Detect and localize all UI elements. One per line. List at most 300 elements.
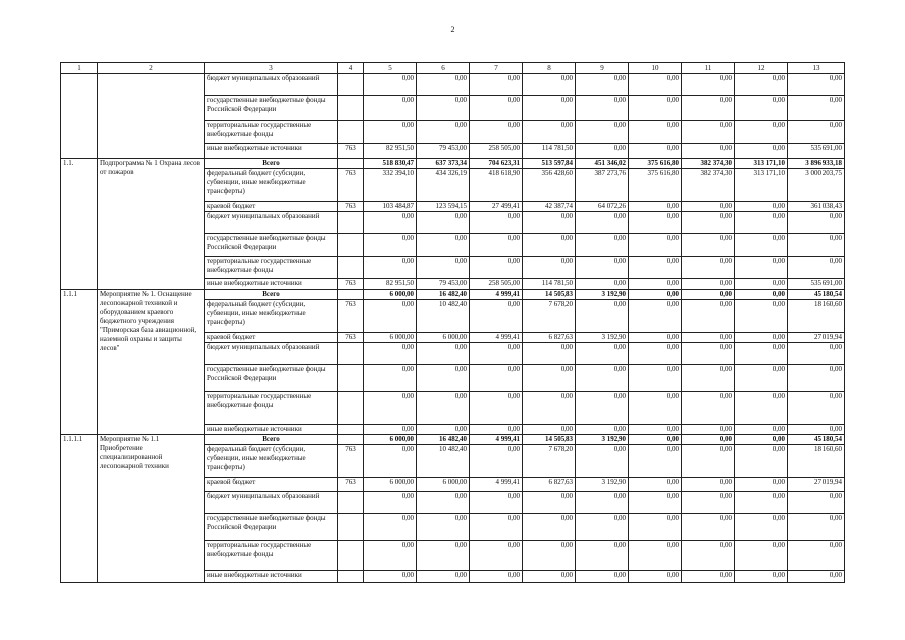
funding-source-cell: государственные внебюджетные фонды Российской Федерации [205, 234, 338, 257]
funding-source-cell: бюджет муниципальных образований [205, 212, 338, 234]
value-cell: 0,00 [470, 234, 523, 257]
value-cell: 0,00 [629, 202, 682, 212]
value-cell: 0,00 [364, 425, 417, 435]
value-cell: 0,00 [629, 435, 682, 445]
value-cell: 0,00 [735, 202, 788, 212]
value-cell: 0,00 [470, 300, 523, 333]
value-cell: 114 781,50 [523, 144, 576, 159]
value-cell: 0,00 [682, 257, 735, 279]
funding-source-cell: бюджет муниципальных образований [205, 492, 338, 514]
value-cell: 16 482,40 [417, 290, 470, 300]
value-cell: 356 428,60 [523, 169, 576, 202]
value-cell: 0,00 [735, 96, 788, 121]
value-cell: 0,00 [417, 96, 470, 121]
value-cell: 0,00 [470, 96, 523, 121]
value-cell: 0,00 [735, 343, 788, 365]
value-cell: 0,00 [470, 492, 523, 514]
value-cell: 0,00 [417, 425, 470, 435]
value-cell: 0,00 [417, 74, 470, 96]
value-cell: 361 038,43 [788, 202, 845, 212]
kbk-cell [338, 541, 364, 571]
value-cell: 6 827,63 [523, 478, 576, 492]
kbk-cell [338, 492, 364, 514]
value-cell: 0,00 [523, 571, 576, 583]
header-cell: 7 [470, 63, 523, 74]
kbk-cell: 763 [338, 202, 364, 212]
value-cell: 0,00 [364, 343, 417, 365]
value-cell: 14 505,83 [523, 435, 576, 445]
value-cell: 27 019,94 [788, 333, 845, 343]
table-row [61, 290, 845, 300]
value-cell: 0,00 [735, 445, 788, 478]
value-cell: 518 830,47 [364, 159, 417, 169]
value-cell: 0,00 [735, 365, 788, 392]
kbk-cell [338, 435, 364, 445]
value-cell: 0,00 [576, 96, 629, 121]
kbk-cell [338, 290, 364, 300]
value-cell: 0,00 [470, 212, 523, 234]
value-cell: 3 000 203,75 [788, 169, 845, 202]
value-cell: 0,00 [523, 514, 576, 541]
value-cell: 0,00 [629, 300, 682, 333]
kbk-cell [338, 365, 364, 392]
value-cell: 0,00 [629, 257, 682, 279]
value-cell: 0,00 [735, 144, 788, 159]
value-cell: 0,00 [576, 343, 629, 365]
value-cell: 258 505,00 [470, 279, 523, 290]
value-cell: 0,00 [629, 541, 682, 571]
header-cell: 6 [417, 63, 470, 74]
value-cell: 0,00 [364, 234, 417, 257]
value-cell: 6 000,00 [364, 290, 417, 300]
kbk-cell [338, 571, 364, 583]
funding-source-cell: федеральный бюджет (субсидии, субвенции, иные межбюджетные трансферты) [205, 300, 338, 333]
value-cell: 0,00 [523, 541, 576, 571]
value-cell: 3 896 933,18 [788, 159, 845, 169]
program-name-cell [98, 74, 205, 159]
value-cell: 0,00 [417, 121, 470, 144]
value-cell: 3 192,90 [576, 333, 629, 343]
kbk-cell: 763 [338, 279, 364, 290]
row-code-cell: 1.1.1 [61, 290, 98, 435]
value-cell: 16 482,40 [417, 435, 470, 445]
value-cell: 637 373,34 [417, 159, 470, 169]
kbk-cell [338, 425, 364, 435]
value-cell: 14 505,83 [523, 290, 576, 300]
value-cell: 0,00 [682, 202, 735, 212]
value-cell: 82 951,50 [364, 279, 417, 290]
value-cell: 0,00 [523, 212, 576, 234]
value-cell: 3 192,90 [576, 290, 629, 300]
funding-source-cell: государственные внебюджетные фонды Российской Федерации [205, 96, 338, 121]
value-cell: 0,00 [735, 234, 788, 257]
kbk-cell: 763 [338, 445, 364, 478]
funding-source-cell: краевой бюджет [205, 202, 338, 212]
value-cell: 0,00 [364, 514, 417, 541]
value-cell: 0,00 [788, 257, 845, 279]
value-cell: 0,00 [417, 365, 470, 392]
kbk-cell [338, 343, 364, 365]
value-cell: 0,00 [364, 121, 417, 144]
value-cell: 6 000,00 [417, 333, 470, 343]
value-cell: 0,00 [523, 365, 576, 392]
value-cell: 0,00 [629, 478, 682, 492]
value-cell: 0,00 [682, 365, 735, 392]
value-cell: 0,00 [576, 392, 629, 425]
value-cell: 6 000,00 [364, 478, 417, 492]
header-cell: 10 [629, 63, 682, 74]
value-cell: 0,00 [417, 541, 470, 571]
row-code-cell [61, 74, 98, 159]
value-cell: 18 160,60 [788, 445, 845, 478]
value-cell: 387 273,76 [576, 169, 629, 202]
value-cell: 0,00 [523, 121, 576, 144]
value-cell: 79 453,00 [417, 144, 470, 159]
header-cell: 4 [338, 63, 364, 74]
value-cell: 0,00 [364, 96, 417, 121]
value-cell: 4 999,41 [470, 290, 523, 300]
value-cell: 0,00 [682, 290, 735, 300]
value-cell: 0,00 [417, 257, 470, 279]
header-cell: 12 [735, 63, 788, 74]
value-cell: 0,00 [788, 492, 845, 514]
value-cell: 0,00 [735, 492, 788, 514]
kbk-cell [338, 257, 364, 279]
value-cell: 375 616,80 [629, 159, 682, 169]
value-cell: 0,00 [470, 425, 523, 435]
value-cell: 0,00 [735, 514, 788, 541]
value-cell: 0,00 [629, 571, 682, 583]
header-cell: 5 [364, 63, 417, 74]
value-cell: 0,00 [735, 74, 788, 96]
program-name-cell: Мероприятие № 1. Оснащение лесопожарной техникой и оборудованием краевого бюджетного учреждения "Приморская база авиационной, наземной охраны и защиты лесов" [98, 290, 205, 435]
value-cell: 103 484,87 [364, 202, 417, 212]
value-cell: 0,00 [629, 425, 682, 435]
value-cell: 0,00 [629, 144, 682, 159]
value-cell: 0,00 [682, 343, 735, 365]
value-cell: 535 691,00 [788, 279, 845, 290]
kbk-cell [338, 121, 364, 144]
funding-source-cell: бюджет муниципальных образований [205, 74, 338, 96]
value-cell: 0,00 [735, 333, 788, 343]
kbk-cell: 763 [338, 144, 364, 159]
value-cell: 0,00 [682, 212, 735, 234]
value-cell: 0,00 [735, 279, 788, 290]
value-cell: 0,00 [788, 121, 845, 144]
value-cell: 0,00 [682, 445, 735, 478]
header-cell: 11 [682, 63, 735, 74]
value-cell: 0,00 [788, 392, 845, 425]
value-cell: 0,00 [682, 74, 735, 96]
value-cell: 0,00 [417, 392, 470, 425]
value-cell: 0,00 [788, 74, 845, 96]
value-cell: 0,00 [576, 514, 629, 541]
value-cell: 0,00 [788, 234, 845, 257]
value-cell: 0,00 [417, 212, 470, 234]
header-cell: 2 [98, 63, 205, 74]
value-cell: 79 453,00 [417, 279, 470, 290]
value-cell: 0,00 [788, 514, 845, 541]
program-name-cell: Подпрограмма № 1 Охрана лесов от пожаров [98, 159, 205, 290]
value-cell: 0,00 [788, 571, 845, 583]
value-cell: 0,00 [523, 492, 576, 514]
value-cell: 418 618,90 [470, 169, 523, 202]
value-cell: 0,00 [417, 571, 470, 583]
value-cell: 45 180,54 [788, 290, 845, 300]
table-row [61, 435, 845, 445]
funding-source-cell: Всего [205, 159, 338, 169]
funding-source-cell: иные внебюджетные источники [205, 279, 338, 290]
value-cell: 0,00 [788, 541, 845, 571]
value-cell: 0,00 [735, 121, 788, 144]
value-cell: 0,00 [576, 300, 629, 333]
value-cell: 0,00 [470, 392, 523, 425]
value-cell: 4 999,41 [470, 435, 523, 445]
funding-source-cell: территориальные государственные внебюджетные фонды [205, 392, 338, 425]
value-cell: 0,00 [417, 343, 470, 365]
value-cell: 6 000,00 [417, 478, 470, 492]
value-cell: 0,00 [523, 234, 576, 257]
value-cell: 0,00 [417, 234, 470, 257]
table-body [61, 63, 845, 583]
value-cell: 0,00 [576, 541, 629, 571]
value-cell: 0,00 [629, 96, 682, 121]
value-cell: 0,00 [629, 290, 682, 300]
row-code-cell: 1.1.1.1 [61, 435, 98, 583]
value-cell: 0,00 [682, 144, 735, 159]
value-cell: 7 678,20 [523, 445, 576, 478]
value-cell: 0,00 [735, 392, 788, 425]
value-cell: 0,00 [682, 392, 735, 425]
value-cell: 82 951,50 [364, 144, 417, 159]
value-cell: 535 691,00 [788, 144, 845, 159]
value-cell: 3 192,90 [576, 435, 629, 445]
value-cell: 0,00 [576, 445, 629, 478]
value-cell: 0,00 [735, 290, 788, 300]
value-cell: 0,00 [470, 445, 523, 478]
header-row [61, 63, 845, 74]
value-cell: 0,00 [470, 541, 523, 571]
value-cell: 6 827,63 [523, 333, 576, 343]
header-cell: 1 [61, 63, 98, 74]
value-cell: 0,00 [682, 571, 735, 583]
value-cell: 0,00 [682, 96, 735, 121]
value-cell: 0,00 [629, 343, 682, 365]
value-cell: 332 394,10 [364, 169, 417, 202]
funding-source-cell: краевой бюджет [205, 333, 338, 343]
value-cell: 0,00 [682, 541, 735, 571]
value-cell: 0,00 [682, 234, 735, 257]
funding-source-cell: федеральный бюджет (субсидии, субвенции, иные межбюджетные трансферты) [205, 445, 338, 478]
value-cell: 0,00 [629, 279, 682, 290]
value-cell: 0,00 [417, 514, 470, 541]
program-name-cell: Мероприятие № 1.1 Приобретение специализированной лесопожарной техники [98, 435, 205, 583]
value-cell: 0,00 [364, 541, 417, 571]
kbk-cell: 763 [338, 300, 364, 333]
value-cell: 0,00 [629, 365, 682, 392]
value-cell: 10 482,40 [417, 445, 470, 478]
value-cell: 0,00 [682, 425, 735, 435]
value-cell: 0,00 [629, 492, 682, 514]
value-cell: 0,00 [364, 257, 417, 279]
funding-source-cell: федеральный бюджет (субсидии, субвенции, иные межбюджетные трансферты) [205, 169, 338, 202]
funding-source-cell: государственные внебюджетные фонды Российской Федерации [205, 365, 338, 392]
funding-source-cell: Всего [205, 435, 338, 445]
value-cell: 3 192,90 [576, 478, 629, 492]
value-cell: 0,00 [682, 514, 735, 541]
value-cell: 0,00 [576, 212, 629, 234]
row-code-cell: 1.1. [61, 159, 98, 290]
value-cell: 0,00 [576, 121, 629, 144]
funding-source-cell: бюджет муниципальных образований [205, 343, 338, 365]
kbk-cell: 763 [338, 333, 364, 343]
value-cell: 6 000,00 [364, 333, 417, 343]
funding-table [60, 62, 845, 583]
value-cell: 0,00 [735, 212, 788, 234]
header-cell: 13 [788, 63, 845, 74]
value-cell: 27 019,94 [788, 478, 845, 492]
value-cell: 0,00 [523, 257, 576, 279]
kbk-cell [338, 96, 364, 121]
value-cell: 0,00 [629, 121, 682, 144]
value-cell: 114 781,50 [523, 279, 576, 290]
value-cell: 0,00 [788, 96, 845, 121]
value-cell: 0,00 [735, 541, 788, 571]
value-cell: 0,00 [682, 478, 735, 492]
value-cell: 0,00 [629, 74, 682, 96]
value-cell: 0,00 [470, 121, 523, 144]
value-cell: 0,00 [364, 445, 417, 478]
value-cell: 0,00 [682, 279, 735, 290]
value-cell: 0,00 [364, 392, 417, 425]
value-cell: 0,00 [523, 74, 576, 96]
value-cell: 0,00 [629, 445, 682, 478]
value-cell: 0,00 [470, 74, 523, 96]
funding-source-cell: государственные внебюджетные фонды Российской Федерации [205, 514, 338, 541]
value-cell: 7 678,20 [523, 300, 576, 333]
value-cell: 0,00 [364, 365, 417, 392]
funding-source-cell: краевой бюджет [205, 478, 338, 492]
value-cell: 0,00 [735, 425, 788, 435]
value-cell: 10 482,40 [417, 300, 470, 333]
value-cell: 0,00 [523, 392, 576, 425]
value-cell: 382 374,30 [682, 159, 735, 169]
kbk-cell [338, 392, 364, 425]
value-cell: 0,00 [470, 343, 523, 365]
value-cell: 0,00 [364, 492, 417, 514]
value-cell: 6 000,00 [364, 435, 417, 445]
value-cell: 0,00 [523, 343, 576, 365]
value-cell: 42 387,74 [523, 202, 576, 212]
value-cell: 434 326,19 [417, 169, 470, 202]
value-cell: 0,00 [576, 492, 629, 514]
value-cell: 0,00 [682, 435, 735, 445]
value-cell: 0,00 [576, 74, 629, 96]
value-cell: 0,00 [576, 257, 629, 279]
value-cell: 0,00 [576, 144, 629, 159]
value-cell: 0,00 [682, 333, 735, 343]
funding-source-cell: иные внебюджетные источники [205, 571, 338, 583]
value-cell: 0,00 [576, 571, 629, 583]
value-cell: 18 160,60 [788, 300, 845, 333]
value-cell: 0,00 [364, 212, 417, 234]
value-cell: 0,00 [629, 333, 682, 343]
funding-source-cell: территориальные государственные внебюджетные фонды [205, 541, 338, 571]
value-cell: 258 505,00 [470, 144, 523, 159]
header-cell: 8 [523, 63, 576, 74]
value-cell: 375 616,80 [629, 169, 682, 202]
funding-source-cell: иные внебюджетные источники [205, 425, 338, 435]
value-cell: 0,00 [523, 425, 576, 435]
value-cell: 0,00 [788, 212, 845, 234]
value-cell: 0,00 [576, 234, 629, 257]
value-cell: 0,00 [788, 365, 845, 392]
value-cell: 0,00 [364, 300, 417, 333]
value-cell: 0,00 [735, 257, 788, 279]
value-cell: 382 374,30 [682, 169, 735, 202]
value-cell: 0,00 [629, 514, 682, 541]
kbk-cell [338, 159, 364, 169]
value-cell: 0,00 [576, 365, 629, 392]
value-cell: 0,00 [682, 121, 735, 144]
value-cell: 0,00 [417, 492, 470, 514]
funding-source-cell: территориальные государственные внебюджетные фонды [205, 121, 338, 144]
value-cell: 0,00 [470, 257, 523, 279]
value-cell: 0,00 [735, 571, 788, 583]
value-cell: 0,00 [364, 571, 417, 583]
value-cell: 704 623,31 [470, 159, 523, 169]
value-cell: 0,00 [788, 343, 845, 365]
value-cell: 0,00 [735, 300, 788, 333]
funding-source-cell: Всего [205, 290, 338, 300]
value-cell: 0,00 [788, 425, 845, 435]
value-cell: 513 597,84 [523, 159, 576, 169]
value-cell: 45 180,54 [788, 435, 845, 445]
value-cell: 0,00 [629, 392, 682, 425]
value-cell: 4 999,41 [470, 478, 523, 492]
value-cell: 0,00 [629, 212, 682, 234]
page-number: 2 [450, 25, 455, 34]
value-cell: 0,00 [735, 478, 788, 492]
funding-source-cell: иные внебюджетные источники [205, 144, 338, 159]
value-cell: 313 171,10 [735, 169, 788, 202]
value-cell: 4 999,41 [470, 333, 523, 343]
funding-source-cell: территориальные государственные внебюджетные фонды [205, 257, 338, 279]
value-cell: 0,00 [523, 96, 576, 121]
value-cell: 0,00 [682, 492, 735, 514]
value-cell: 27 499,41 [470, 202, 523, 212]
value-cell: 123 594,15 [417, 202, 470, 212]
value-cell: 0,00 [576, 425, 629, 435]
value-cell: 313 171,10 [735, 159, 788, 169]
value-cell: 0,00 [735, 435, 788, 445]
value-cell: 451 346,02 [576, 159, 629, 169]
kbk-cell [338, 212, 364, 234]
kbk-cell: 763 [338, 169, 364, 202]
header-cell: 3 [205, 63, 338, 74]
table-row [61, 159, 845, 169]
value-cell: 0,00 [682, 300, 735, 333]
value-cell: 0,00 [470, 365, 523, 392]
kbk-cell [338, 234, 364, 257]
header-cell: 9 [576, 63, 629, 74]
value-cell: 0,00 [470, 571, 523, 583]
table-row [61, 74, 845, 96]
value-cell: 0,00 [576, 279, 629, 290]
value-cell: 0,00 [364, 74, 417, 96]
kbk-cell: 763 [338, 478, 364, 492]
kbk-cell [338, 514, 364, 541]
